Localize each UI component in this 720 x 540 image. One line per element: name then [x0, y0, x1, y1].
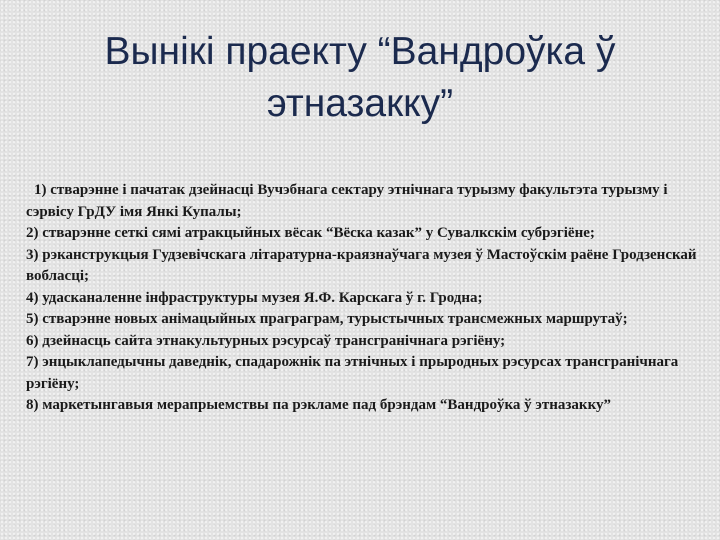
list-item: 5) стварэнне новых анімацыйных праграграм, турыстычных трансмежных маршрутаў; — [26, 311, 628, 327]
slide-title — [20, 26, 700, 130]
results-list — [26, 180, 698, 417]
list-item: 2) стварэнне сеткі сямі атракцыйных вёсак “Вёска казак” у Сувалкскім субрэгіёне; — [26, 225, 595, 241]
slide-title-line-2: этназакку” — [266, 82, 454, 125]
list-item: 6) дзейнасць сайта этнакультурных рэсурсаў трансгранічнага рэгіёну; — [26, 332, 506, 349]
list-item: 8) маркетынгавыя мерапрыемствы па рэкламе пад брэндам “Вандроўка ў этназакку” — [26, 397, 612, 413]
slide-title-line-1: Вынікі праекту “Вандроўка ў — [104, 30, 616, 73]
list-item: 1) стварэнне і пачатак дзейнасці Вучэбнага сектару этнічнага турызму факультэта турызму і сэрвісу ГрДУ імя Янкі Купалы; — [26, 182, 668, 220]
list-item: 4) удасканаленне інфраструктуры музея Я.Ф. Карскага ў г. Гродна; — [26, 289, 483, 306]
list-item: 3) рэканструкцыя Гудзевічскага літаратурна-краязнаўчага музея ў Мастоўскім раёне Гродзенскай вобласці; — [26, 246, 697, 284]
list-item: 7) энцыклапедычны даведнік, спадарожнік па этнічных і прыродных рэсурсах трансгранічнага рэгіёну; — [26, 354, 679, 392]
